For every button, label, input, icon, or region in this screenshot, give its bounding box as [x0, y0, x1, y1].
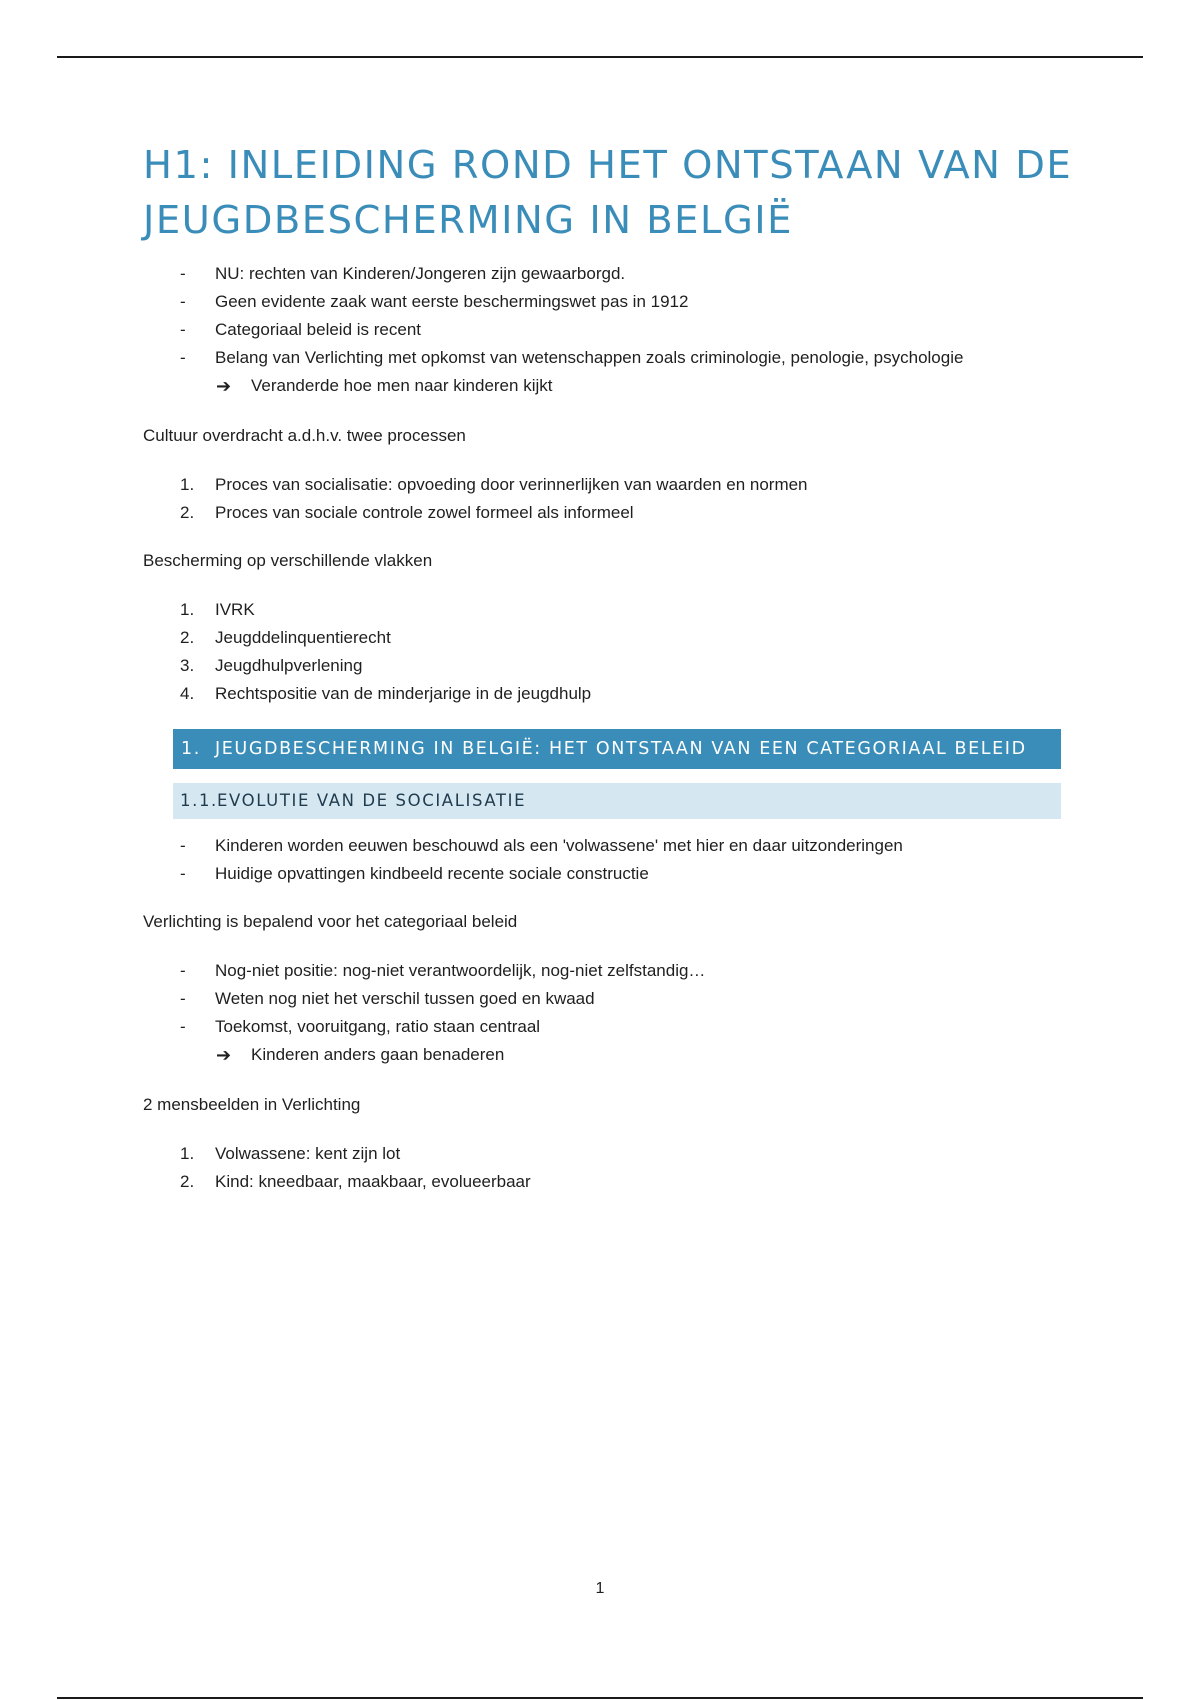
verlichting-bullet-list — [143, 957, 1083, 1069]
header-rule — [57, 56, 1143, 58]
arrow-right-icon: ➔ — [216, 1045, 232, 1065]
list-item: 3. Jeugdhulpverlening — [180, 656, 363, 675]
list-item: 2. Kind: kneedbaar, maakbaar, evolueerbaar — [180, 1172, 531, 1191]
verlichting-heading: Verlichting is bepalend voor het categoriaal beleid — [143, 912, 518, 931]
cultuur-numbered-list — [143, 471, 1083, 527]
list-item: - Geen evidente zaak want eerste beschermingswet pas in 1912 — [180, 292, 689, 311]
list-item: - Weten nog niet het verschil tussen goed en kwaad — [180, 989, 595, 1008]
bescherming-numbered-list — [143, 596, 1083, 708]
arrow-right-icon: ➔ — [216, 376, 232, 396]
list-item: - Categoriaal beleid is recent — [180, 320, 422, 339]
section-number: 1.1. — [180, 791, 218, 810]
list-item: - Belang van Verlichting met opkomst van wetenschappen zoals criminologie, penologie, psychologie — [180, 348, 964, 367]
evolutie-bullet-list — [143, 832, 1083, 888]
mensbeelden-heading: 2 mensbeelden in Verlichting — [143, 1095, 361, 1114]
section-number: 1. — [181, 739, 201, 759]
section-1-heading — [173, 729, 1061, 769]
list-item: - Toekomst, vooruitgang, ratio staan centraal — [180, 1017, 541, 1036]
list-item: 1. IVRK — [180, 600, 255, 619]
list-item: ➔ Kinderen anders gaan benaderen — [143, 1041, 1083, 1069]
bescherming-heading: Bescherming op verschillende vlakken — [143, 551, 433, 570]
list-item: - Huidige opvattingen kindbeeld recente sociale constructie — [180, 864, 649, 883]
cultuur-heading: Cultuur overdracht a.d.h.v. twee processen — [143, 426, 466, 445]
section-1-1-heading — [173, 783, 1061, 819]
mensbeelden-numbered-list — [143, 1140, 1083, 1196]
section-label: JEUGDBESCHERMING IN BELGIË: HET ONTSTAAN VAN EEN CATEGORIAAL BELEID — [215, 739, 1027, 759]
section-label: EVOLUTIE VAN DE SOCIALISATIE — [217, 791, 527, 810]
footer-rule — [57, 1697, 1143, 1699]
list-item: - Nog-niet positie: nog-niet verantwoordelijk, nog-niet zelfstandig… — [180, 961, 706, 980]
list-item: 1. Volwassene: kent zijn lot — [180, 1144, 401, 1163]
list-item: ➔ Veranderde hoe men naar kinderen kijkt — [143, 372, 1083, 400]
intro-bullet-list — [143, 260, 1083, 400]
list-item: 4. Rechtspositie van de minderjarige in de jeugdhulp — [180, 684, 592, 703]
chapter-title: H1: INLEIDING ROND HET ONTSTAAN VAN DE JEUGDBESCHERMING IN BELGIË — [143, 143, 1073, 243]
list-item: 1. Proces van socialisatie: opvoeding door verinnerlijken van waarden en normen — [180, 475, 808, 494]
list-item: 2. Jeugddelinquentierecht — [180, 628, 391, 647]
list-item: - Kinderen worden eeuwen beschouwd als een 'volwassene' met hier en daar uitzonderingen — [180, 836, 903, 855]
list-item: - NU: rechten van Kinderen/Jongeren zijn gewaarborgd. — [180, 264, 626, 283]
list-item: 2. Proces van sociale controle zowel formeel als informeel — [180, 503, 634, 522]
page-number: 1 — [595, 1580, 605, 1597]
